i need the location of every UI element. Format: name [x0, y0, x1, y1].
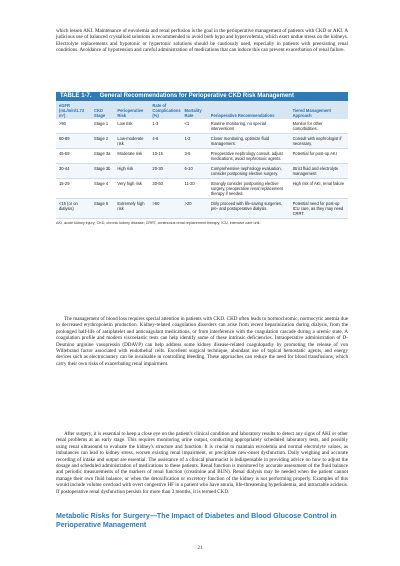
cell-risk: High risk	[114, 164, 149, 179]
ckd-risk-table	[56, 92, 348, 226]
page-number: 21	[197, 546, 203, 551]
cell-approach: Consult with nephrologist if necessary.	[290, 134, 348, 149]
cell-egfr: <15 (or on dialysis)	[56, 199, 91, 219]
cell-approach: Potential for post-op AKI	[290, 149, 348, 164]
cell-risk: Moderate risk	[114, 149, 149, 164]
header-mortality: Mortality Rate	[182, 101, 208, 119]
cell-stage: Stage 4	[91, 179, 114, 199]
cell-recommendation: Strongly consider postponing elective surgery, preoperative renal replacement therapy if needed.	[208, 179, 290, 199]
cell-mortality: 6-10	[182, 164, 208, 179]
cell-stage: Stage 1	[91, 119, 114, 134]
cell-recommendation: Closer monitoring, optimize fluid management.	[208, 134, 290, 149]
cell-approach: Potential need for post-op ICU care, as they may need CRRT.	[290, 199, 348, 219]
cell-stage: Stage 3b	[91, 164, 114, 179]
cell-risk: Extremely high risk	[114, 199, 149, 219]
table-row	[56, 149, 348, 164]
cell-recommendation: Routine monitoring, no special interventions	[208, 119, 290, 134]
cell-mortality: 11-20	[182, 179, 208, 199]
cell-risk: Very high risk	[114, 179, 149, 199]
header-recommendations: Perioperative Recommendations	[208, 101, 290, 119]
cell-mortality: >20	[182, 199, 208, 219]
table-row	[56, 119, 348, 134]
table-title-bar	[56, 92, 348, 101]
cell-complications: 4-6	[149, 134, 181, 149]
cell-mortality: 1-2	[182, 134, 208, 149]
cell-recommendation: Preoperative nephrology consult, adjust medications, avoid nephrotoxic agents.	[208, 149, 290, 164]
header-egfr: eGFR (mL/min/1.73 m²)	[56, 101, 91, 119]
blood-loss-paragraph: The management of blood loss requires special attention in patients with CKD. CKD often leads to normochromic, normocytic anemia due to decreased erythropoietin production. Kidney-related coagulation disorders can arise from recent heparinization during dialysis, from the prolonged half-life of antiplatelet and anticoagulant medications, or from interference with the coagulation cascade during a uremic state. A coagulation profile and modern viscoelastic tests can help identify some of these intrinsic deficiencies. Intraoperative administration of D-Desmino arginine vasopressin (DDAVP) can help address some kidney disease-related coagulopathy by promoting the release of von Willebrand factor associated with endothelial cells. Excellent surgical technique, abundant use of topical hemostatic agents, and energy devices such as electrocautery can be invaluable in controlling bleeding. These approaches can reduce the need for blood transfusions, which carry their own risks of exacerbating renal impairment.	[56, 316, 348, 367]
cell-recommendation: Only proceed with life-saving surgeries, pre- and postoperative dialysis.	[208, 199, 290, 219]
section-heading: Metabolic Risks for Surgery—The Impact of Diabetes and Blood Glucose Control in Perioperative Management	[56, 512, 337, 529]
table-footnote: AKI, acute kidney injury; CKD, chronic kidney disease; CRRT, continuous renal replacement therapy; ICU, intensive care unit.	[56, 221, 261, 225]
cell-complications: >50	[149, 199, 181, 219]
table-title: General Recommendations for Perioperative CKD Risk Management	[99, 93, 294, 99]
cell-approach: Strict fluid and electrolyte management	[290, 164, 348, 179]
cell-risk: Low risk	[114, 119, 149, 134]
cell-stage: Stage 2	[91, 134, 114, 149]
table-grid	[56, 101, 348, 219]
cell-egfr: >90	[56, 119, 91, 134]
table-row	[56, 164, 348, 179]
table-number: TABLE 1-7.	[60, 93, 92, 99]
intro-paragraph: which lessen AKI. Maintenance of euvolemia and renal perfusion is the goal in the perioperative management of patients with CKD or AKI. A judicious use of balanced crystalloid solutions is recommended to avoid both hypo and hypervolemia, which exert undue stress on the kidneys. Electrolyte replacements and hypotonic or hypertonic solutions should be cautiously used, especially in patients with preexisting renal conditions. Avoidance of hypotension and careful administration of medications that can induce this can prevent exacerbation of renal failure.	[56, 28, 348, 54]
cell-stage: Stage 5	[91, 199, 114, 219]
header-ckd-stage: CKD Stage	[91, 101, 114, 119]
cell-recommendation: Comprehensive nephrology evaluation, consider postponing elective surgery.	[208, 164, 290, 179]
cell-complications: 20-30	[149, 164, 181, 179]
cell-mortality: 3-5	[182, 149, 208, 164]
table-header-row	[56, 101, 348, 119]
cell-approach: High risk of AKI, renal failure	[290, 179, 348, 199]
cell-stage: Stage 3a	[91, 149, 114, 164]
cell-egfr: 60-89	[56, 134, 91, 149]
cell-complications: 1-3	[149, 119, 181, 134]
cell-egfr: 45-59	[56, 149, 91, 164]
cell-approach: Monitor for other comorbidities.	[290, 119, 348, 134]
cell-mortality: <1	[182, 119, 208, 134]
cell-egfr: 15-29	[56, 179, 91, 199]
cell-egfr: 30-44	[56, 164, 91, 179]
postop-monitoring-paragraph: After surgery, it is essential to keep a close eye on the patient's clinical condition and laboratory results to detect any signs of AKI or other renal problems at an early stage. This requires monitoring urine output, conducting appropriately scheduled laboratory tests, and possibly using renal ultrasound to evaluate the kidney's structure and function. It is crucial to maintain euvolemia and normal electrolyte values, as imbalances can lead to kidney stress, worsen existing renal impairment, or precipitate new-onset dysfunction. Daily weighing and accurate recording of intake and output are essential. The assistance of a clinical pharmacist is indispensable in providing advice on how to adjust the dosage and scheduled administration of medications to these patients. Renal function is monitored by accurate assessment of the fluid balance and periodic measurements of the markers of renal function (creatinine and BUN). Renal dialysis may be needed when the patient cannot manage their own fluid balance, or when the detoxification or excretory function of the kidney is not performing properly. Examples of this would include volume overload with overt congestive HF in a patient who have anuria, life-threatening hyperkalemia, and intractable acidosis. If postoperative renal dysfunction persists for more than 3 months, it is termed CKD.	[56, 431, 348, 495]
header-periop-risk: Perioperative Risk	[114, 101, 149, 119]
table-row	[56, 134, 348, 149]
table-row	[56, 199, 348, 219]
cell-risk: Low-moderate risk	[114, 134, 149, 149]
cell-complications: 10-15	[149, 149, 181, 164]
table-row	[56, 179, 348, 199]
header-tiered-approach: Tiered Management Approach	[290, 101, 348, 119]
header-complication-rate: Rate of Complications (%)	[149, 101, 181, 119]
cell-complications: 30-50	[149, 179, 181, 199]
